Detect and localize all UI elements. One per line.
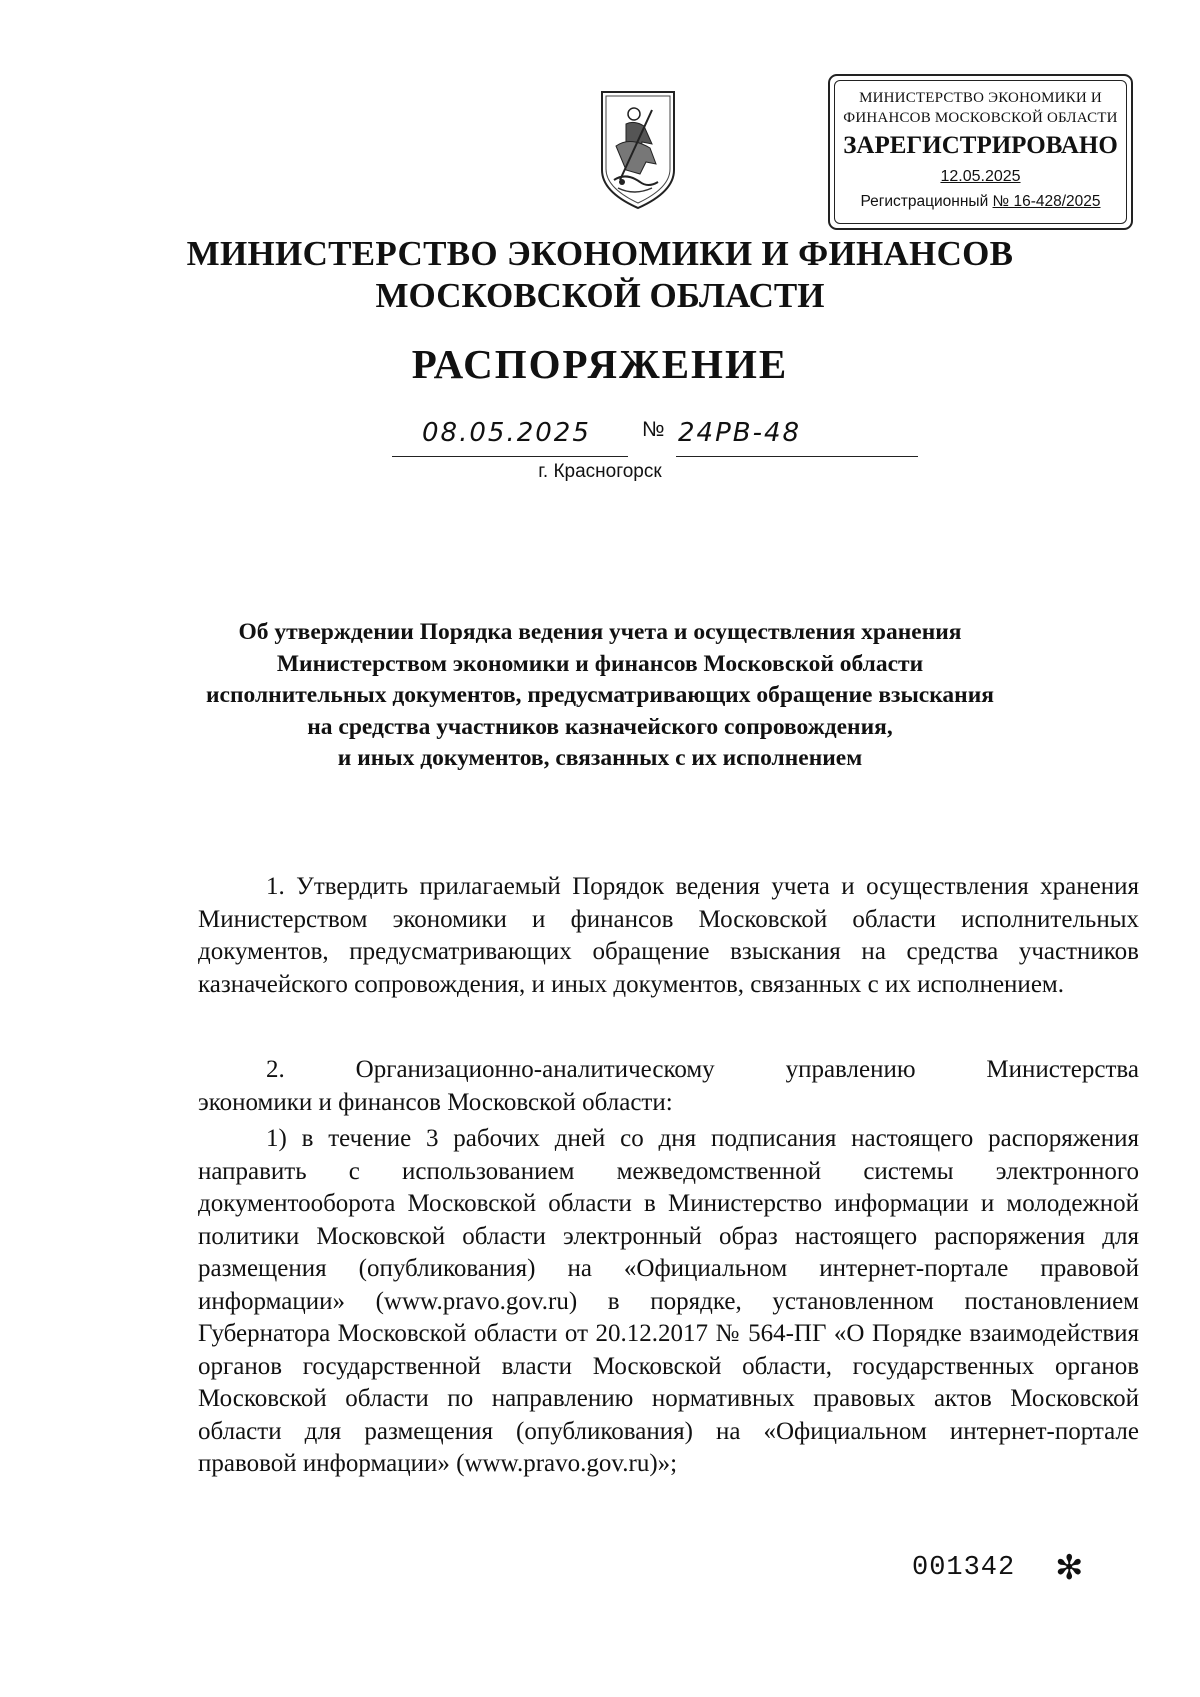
handwritten-number: 24РВ-48	[678, 418, 802, 448]
registration-stamp	[828, 74, 1133, 230]
stamp-reg-label: Регистрационный	[860, 193, 993, 210]
stamp-status: ЗАРЕГИСТРИРОВАНО	[843, 132, 1118, 159]
title-line: исполнительных документов, предусматривающих обращение взыскания	[206, 682, 994, 708]
stamp-registration	[830, 193, 1131, 211]
paragraph-2-line1: 2. Организационно-аналитическому управлению Министерства	[266, 1056, 1139, 1083]
paragraph-1: 1. Утвердить прилагаемый Порядок ведения учета и осуществления хранения Министерством экономики и финансов Московской области исполнительных документов, предусматривающих обращение взыскания на средства участников казначейского сопровождения, и иных документов, связанных с их исполнением.	[198, 873, 1139, 998]
asterisk-mark: ✻	[1055, 1548, 1084, 1588]
document-type: РАСПОРЯЖЕНИЕ	[411, 341, 789, 387]
paragraph-3: 1) в течение 3 рабочих дней со дня подписания настоящего распоряжения направить с использованием межведомственной системы электронного документооборота Московской области в Министерство информации и молодежной политики Московской области электронный образ настоящего распоряжения для размещения (опубликования) на «Официальном интернет-портале правовой информации» (www.pravo.gov.ru) в порядке, установленном постановлением Губернатора Московской области от 20.12.2017 № 564-ПГ «О Порядке взаимодействия органов государственной власти Московской области, государственных органов Московской области по направлению нормативных правовых актов Московской области для размещения (опубликования) на «Официальном интернет-портале правовой информации» (www.pravo.gov.ru)»;	[198, 1125, 1139, 1477]
title-line: Министерством экономики и финансов Московской области	[276, 650, 924, 677]
coat-of-arms-emblem	[596, 84, 680, 212]
number-sign: №	[642, 418, 665, 441]
stamp-date: 12.05.2025	[940, 168, 1021, 185]
city-label: г. Красногорск	[538, 461, 662, 482]
stamp-reg-number: № 16-428/2025	[992, 193, 1101, 210]
paragraph-2-line2: экономики и финансов Московской области:	[198, 1089, 673, 1116]
date-field	[392, 420, 628, 457]
stamp-org-line1: МИНИСТЕРСТВО ЭКОНОМИКИ И	[859, 90, 1102, 106]
title-line: Об утверждении Порядка ведения учета и осуществления хранения	[238, 619, 962, 645]
title-line: и иных документов, связанных с их исполнением	[337, 745, 863, 771]
number-field	[676, 420, 918, 457]
document-title	[0, 617, 1200, 775]
stamp-org-line2: ФИНАНСОВ МОСКОВСКОЙ ОБЛАСТИ	[843, 110, 1118, 126]
serial-number: 001342	[912, 1553, 1016, 1583]
title-line: на средства участников казначейского сопровождения,	[307, 713, 893, 740]
ministry-name-line2: МОСКОВСКОЙ ОБЛАСТИ	[375, 276, 825, 315]
ministry-name-line1: МИНИСТЕРСТВО ЭКОНОМИКИ И ФИНАНСОВ	[186, 234, 1014, 273]
handwritten-date: 08.05.2025	[422, 418, 591, 448]
